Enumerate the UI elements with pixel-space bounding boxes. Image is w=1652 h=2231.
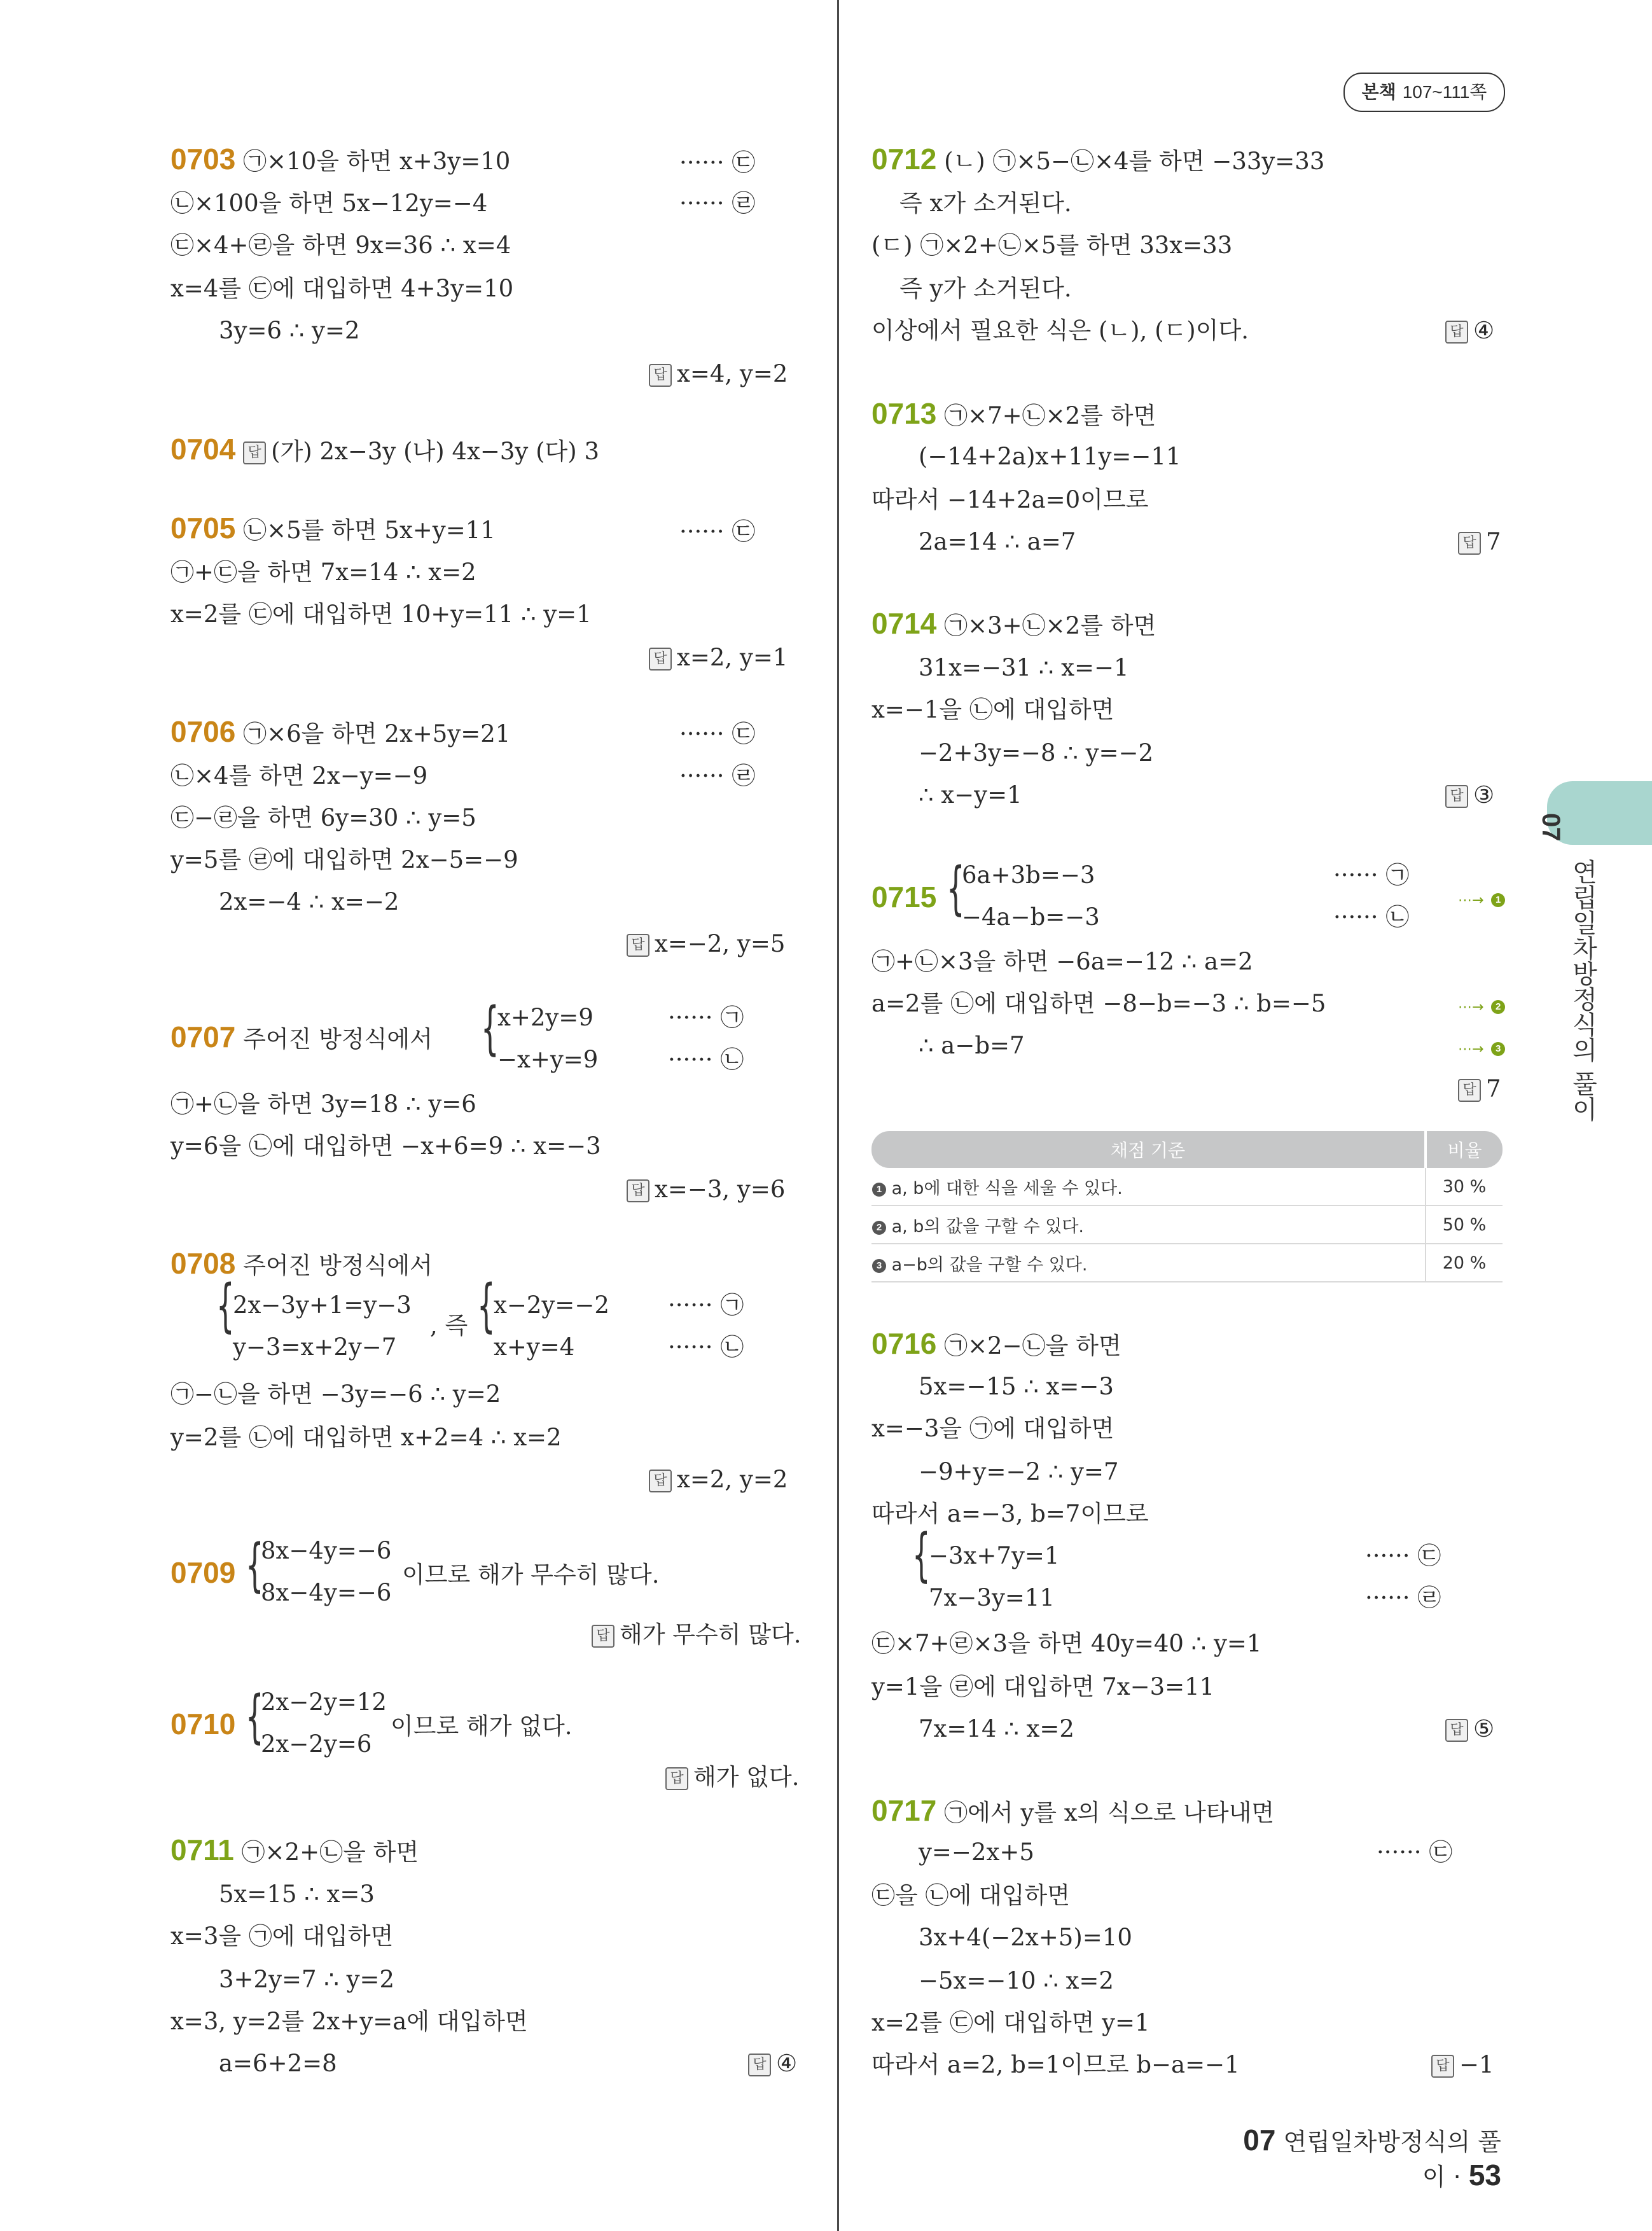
answer-text: ⑤ — [1473, 1715, 1495, 1742]
answer-0716 — [1445, 1714, 1494, 1744]
problem-0711-line2: 5x=15 ∴ x=3 — [219, 1880, 375, 1908]
problem-0706-line5: 2x=−4 ∴ x=−2 — [219, 888, 399, 915]
text: 주어진 방정식에서 — [243, 1252, 433, 1279]
answer-icon: 답 — [649, 364, 672, 387]
grading-header-criteria: 채점 기준 — [871, 1131, 1426, 1168]
answer-text: ④ — [1473, 317, 1495, 344]
answer-icon: 답 — [627, 934, 649, 957]
step-number: 2 — [1491, 1000, 1505, 1014]
problem-number: 0708 — [170, 1247, 236, 1280]
tag: ······ ㉢ — [679, 518, 756, 545]
problem-0717-line4: 3x+4(−2x+5)=10 — [919, 1924, 1132, 1951]
step-number: 3 — [872, 1259, 886, 1273]
problem-0715-num — [871, 882, 936, 915]
problem-0711-line5: x=3, y=2를 2x+y=a에 대입하면 — [170, 2008, 528, 2035]
answer-0711 — [748, 2048, 797, 2079]
eq: −3x+7y=1 — [929, 1542, 1060, 1569]
tag: ······ ㉡ — [668, 1333, 744, 1361]
problem-0716-line6: ㉢×7+㉣×3을 하면 40y=40 ∴ y=1 — [871, 1630, 1262, 1657]
problem-0713-line1 — [871, 398, 1156, 431]
page-range: 107~111쪽 — [1402, 82, 1487, 102]
problem-0715-line1: ㉠+㉡×3을 하면 −6a=−12 ∴ a=2 — [871, 948, 1253, 975]
answer-text: −1 — [1459, 2051, 1494, 2078]
step-number: 1 — [1491, 893, 1505, 907]
problem-number: 0704 — [170, 433, 236, 466]
problem-0716-line4: −9+y=−2 ∴ y=7 — [919, 1458, 1119, 1485]
step-number: 3 — [1491, 1042, 1505, 1056]
eq: 6a+3b=−3 — [962, 861, 1095, 889]
brace: { — [246, 1532, 264, 1599]
eq: y−3=x+2y−7 — [233, 1333, 397, 1361]
problem-number: 0717 — [871, 1794, 937, 1827]
rate-cell: 20 % — [1426, 1244, 1503, 1282]
answer-text: 7 — [1486, 528, 1501, 555]
answer-icon: 답 — [1445, 321, 1468, 344]
eq: x+2y=9 — [497, 1004, 593, 1031]
eq: 2x−2y=12 — [261, 1688, 387, 1716]
problem-0714-line3: x=−1을 ㉡에 대입하면 — [871, 696, 1114, 723]
page-number: 53 — [1468, 2158, 1501, 2192]
answer-text: 7 — [1486, 1075, 1501, 1102]
criteria-text: a, b에 대한 식을 세울 수 있다. — [891, 1178, 1123, 1199]
text: ㉠에서 y를 x의 식으로 나타내면 — [944, 1799, 1275, 1826]
problem-0706-line1 — [170, 716, 510, 749]
tag: ······ ㉢ — [1365, 1542, 1441, 1569]
answer-text: x=4, y=2 — [677, 360, 788, 387]
rate-cell: 50 % — [1426, 1206, 1503, 1244]
problem-number: 0710 — [170, 1707, 236, 1741]
problem-0706-line3: ㉢−㉣을 하면 6y=30 ∴ y=5 — [170, 804, 476, 831]
answer-icon: 답 — [748, 2054, 771, 2076]
problem-0713-line4: 2a=14 ∴ a=7 — [919, 528, 1076, 555]
problem-0711-line3: x=3을 ㉠에 대입하면 — [170, 1922, 394, 1950]
problem-0709-num — [170, 1557, 235, 1590]
problem-0716-line5: 따라서 a=−3, b=7이므로 — [871, 1500, 1149, 1527]
eq: 8x−4y=−6 — [261, 1579, 392, 1606]
footer-chapter-title: 연립일차방정식의 풀이 — [1283, 2128, 1501, 2191]
answer-text: x=−2, y=5 — [655, 930, 786, 957]
step-marker-2: ⋯→ 2 — [1458, 989, 1505, 1023]
tag: ······ ㉠ — [1333, 861, 1410, 889]
problem-0714-line2: 31x=−31 ∴ x=−1 — [919, 654, 1129, 681]
answer-0717 — [1431, 2050, 1494, 2080]
step-number: 1 — [872, 1183, 886, 1197]
problem-0717-line1 — [871, 1795, 1274, 1828]
answer-0709 — [592, 1620, 801, 1650]
tag: ······ ㉣ — [679, 762, 756, 789]
problem-0708-intro — [170, 1248, 433, 1281]
brace: { — [912, 1522, 931, 1588]
answer-icon: 답 — [627, 1179, 649, 1202]
problem-0705-line1 — [170, 513, 496, 546]
problem-0703-line5: 3y=6 ∴ y=2 — [219, 317, 360, 344]
problem-number: 0712 — [871, 142, 937, 176]
problem-0711-line4: 3+2y=7 ∴ y=2 — [219, 1966, 395, 1993]
problem-0712-line5: 이상에서 필요한 식은 (ㄴ), (ㄷ)이다. — [871, 317, 1249, 344]
problem-0717-line7: 따라서 a=2, b=1이므로 b−a=−1 — [871, 2051, 1240, 2078]
problem-0717-line2: y=−2x+5 — [919, 1838, 1034, 1866]
text: ㉠×7+㉡×2를 하면 — [944, 402, 1156, 429]
problem-0706-line2: ㉡×4를 하면 2x−y=−9 — [170, 762, 428, 789]
answer-0713 — [1458, 527, 1501, 557]
problem-number: 0707 — [170, 1020, 236, 1053]
problem-0715-line3: ∴ a−b=7 — [919, 1032, 1025, 1059]
eq: 2x−3y+1=y−3 — [233, 1291, 412, 1319]
problem-number: 0714 — [871, 607, 937, 640]
problem-number: 0711 — [170, 1833, 234, 1866]
problem-0712-line3: (ㄷ) ㉠×2+㉡×5를 하면 33x=33 — [871, 232, 1233, 259]
table-row — [871, 1168, 1503, 1206]
problem-0715-line2: a=2를 ㉡에 대입하면 −8−b=−3 ∴ b=−5 — [871, 990, 1326, 1017]
column-divider — [837, 0, 839, 2231]
answer-text: (가) 2x−3y (나) 4x−3y (다) 3 — [271, 438, 599, 465]
brace: { — [246, 1683, 264, 1750]
problem-number: 0709 — [170, 1556, 236, 1589]
problem-0711-line6: a=6+2=8 — [219, 2050, 337, 2077]
problem-0716-line2: 5x=−15 ∴ x=−3 — [919, 1373, 1114, 1400]
problem-0717-line6: x=2를 ㉢에 대입하면 y=1 — [871, 2009, 1150, 2036]
problem-number: 0713 — [871, 397, 937, 430]
problem-0703-line3: ㉢×4+㉣을 하면 9x=36 ∴ x=4 — [170, 232, 511, 259]
answer-icon: 답 — [592, 1625, 614, 1648]
tag: ······ ㉢ — [679, 720, 756, 747]
rate-cell: 30 % — [1426, 1168, 1503, 1206]
book-label: 본책 — [1361, 82, 1396, 102]
problem-0707-intro — [170, 1022, 433, 1055]
problem-0705-line2: ㉠+㉢을 하면 7x=14 ∴ x=2 — [170, 559, 476, 586]
answer-text: 해가 무수히 많다. — [620, 1621, 802, 1648]
problem-0704 — [170, 434, 599, 467]
problem-0703-line1 — [170, 144, 510, 177]
answer-icon: 답 — [1458, 1079, 1481, 1102]
footer-chapter-number: 07 — [1243, 2123, 1276, 2157]
tag: ······ ㉡ — [1333, 903, 1410, 931]
brace: { — [947, 855, 965, 922]
problem-0712-line2: 즉 x가 소거된다. — [899, 190, 1072, 217]
eq: x+y=4 — [494, 1333, 575, 1361]
problem-0716-line3: x=−3을 ㉠에 대입하면 — [871, 1415, 1114, 1442]
step-number: 2 — [872, 1221, 886, 1235]
problem-0707-line2: y=6을 ㉡에 대입하면 −x+6=9 ∴ x=−3 — [170, 1132, 601, 1160]
step-marker-1: ⋯→ 1 — [1458, 882, 1505, 916]
problem-0707-line1: ㉠+㉡을 하면 3y=18 ∴ y=6 — [170, 1090, 476, 1118]
sep: , 즉 — [430, 1312, 468, 1339]
text: 이므로 해가 무수히 많다. — [402, 1561, 660, 1588]
tag: ······ ㉢ — [679, 149, 756, 176]
problem-0711-line1 — [170, 1835, 419, 1868]
eq: 2x−2y=6 — [261, 1730, 372, 1758]
tag: ······ ㉠ — [668, 1004, 744, 1031]
criteria-text: a−b의 값을 구할 수 있다. — [891, 1255, 1088, 1275]
answer-icon: 답 — [1445, 785, 1468, 808]
problem-0713-line3: 따라서 −14+2a=0이므로 — [871, 486, 1149, 513]
problem-0714-line4: −2+3y=−8 ∴ y=−2 — [919, 739, 1154, 767]
text: ㉠×10을 하면 x+3y=10 — [243, 148, 511, 175]
answer-icon: 답 — [1431, 2055, 1454, 2078]
answer-text: 해가 없다. — [693, 1763, 800, 1791]
problem-0708-line1: ㉠−㉡을 하면 −3y=−6 ∴ y=2 — [170, 1380, 501, 1408]
text: ㉠×3+㉡×2를 하면 — [944, 612, 1156, 639]
problem-number: 0715 — [871, 880, 937, 914]
grading-criteria-cell — [871, 1168, 1426, 1206]
tag: ······ ㉠ — [668, 1291, 744, 1319]
problem-0717-line5: −5x=−10 ∴ x=2 — [919, 1967, 1114, 1994]
text: 이므로 해가 없다. — [391, 1713, 573, 1740]
answer-0703 — [649, 359, 788, 389]
problem-0712-line1 — [871, 144, 1324, 177]
tag: ······ ㉡ — [668, 1046, 744, 1073]
answer-0712 — [1445, 316, 1494, 346]
eq: 7x−3y=11 — [929, 1584, 1055, 1611]
answer-0705 — [649, 643, 788, 673]
answer-0706 — [627, 929, 785, 959]
eq: 8x−4y=−6 — [261, 1537, 392, 1564]
answer-0708 — [649, 1464, 788, 1495]
table-row — [871, 1244, 1503, 1282]
answer-icon: 답 — [1445, 1719, 1468, 1742]
criteria-text: a, b의 값을 구할 수 있다. — [891, 1216, 1085, 1237]
tag: ······ ㉣ — [1365, 1584, 1441, 1611]
answer-icon: 답 — [1458, 532, 1481, 555]
text: ㉠×2−㉡을 하면 — [944, 1332, 1121, 1359]
problem-0716-line8: 7x=14 ∴ x=2 — [919, 1715, 1074, 1742]
chapter-tab-number: 07 — [1537, 813, 1565, 842]
tag: ······ ㉣ — [679, 190, 756, 217]
problem-0714-line5: ∴ x−y=1 — [919, 781, 1022, 809]
answer-0707 — [627, 1174, 785, 1205]
grading-criteria-cell — [871, 1206, 1426, 1244]
eq: −4a−b=−3 — [962, 903, 1100, 931]
text: ㉡×5를 하면 5x+y=11 — [243, 517, 496, 544]
answer-icon: 답 — [665, 1767, 688, 1790]
problem-0717-line3: ㉢을 ㉡에 대입하면 — [871, 1882, 1070, 1909]
problem-0703-line4: x=4를 ㉢에 대입하면 4+3y=10 — [170, 275, 514, 302]
answer-0715 — [1458, 1074, 1501, 1104]
problem-number: 0705 — [170, 511, 236, 545]
answer-icon: 답 — [649, 648, 672, 671]
problem-number: 0706 — [170, 715, 236, 748]
answer-text: ④ — [776, 2050, 798, 2077]
problem-0705-line3: x=2를 ㉢에 대입하면 10+y=11 ∴ y=1 — [170, 601, 592, 628]
grading-criteria-cell — [871, 1244, 1426, 1282]
problem-number: 0703 — [170, 142, 236, 176]
problem-0714-line1 — [871, 608, 1156, 641]
answer-text: x=2, y=1 — [677, 644, 788, 671]
text: ㉠×2+㉡을 하면 — [241, 1838, 419, 1866]
grading-table — [871, 1131, 1503, 1282]
tag: ······ ㉢ — [1377, 1838, 1453, 1866]
grading-header-rate: 비율 — [1426, 1131, 1503, 1168]
chapter-side-tab — [1537, 781, 1652, 845]
brace: { — [477, 1272, 496, 1339]
chapter-side-title: 연립일차방정식의 풀이 — [1568, 859, 1597, 1122]
answer-0714 — [1445, 780, 1494, 810]
page-footer: 07 연립일차방정식의 풀이 · 53 — [1243, 2123, 1501, 2192]
answer-icon: 답 — [649, 1470, 672, 1492]
brace: { — [216, 1272, 235, 1339]
brace: { — [481, 995, 499, 1062]
eq: −x+y=9 — [497, 1046, 599, 1073]
problem-0706-line4: y=5를 ㉣에 대입하면 2x−5=−9 — [170, 846, 518, 873]
problem-0703-line2: ㉡×100을 하면 5x−12y=−4 — [170, 190, 488, 217]
answer-text: x=−3, y=6 — [655, 1176, 786, 1203]
answer-icon: 답 — [243, 441, 266, 464]
problem-0716-line7: y=1을 ㉣에 대입하면 7x−3=11 — [871, 1673, 1215, 1700]
answer-0710 — [665, 1762, 800, 1793]
problem-0710-num — [170, 1709, 235, 1742]
text: (ㄴ) ㉠×5−㉡×4를 하면 −33y=33 — [944, 148, 1325, 175]
problem-0712-line4: 즉 y가 소거된다. — [899, 275, 1072, 302]
problem-0713-line2: (−14+2a)x+11y=−11 — [919, 443, 1181, 470]
problem-number: 0716 — [871, 1327, 937, 1360]
problem-0716-line1 — [871, 1328, 1121, 1361]
step-marker-3: ⋯→ 3 — [1458, 1031, 1505, 1065]
problem-0708-line2: y=2를 ㉡에 대입하면 x+2=4 ∴ x=2 — [170, 1424, 562, 1451]
text: ㉠×6을 하면 2x+5y=21 — [243, 720, 511, 747]
eq: x−2y=−2 — [494, 1291, 609, 1319]
table-row — [871, 1206, 1503, 1244]
answer-text: ③ — [1473, 781, 1495, 809]
text: 주어진 방정식에서 — [243, 1025, 433, 1053]
answer-text: x=2, y=2 — [677, 1466, 788, 1493]
page-range-tag — [1343, 73, 1505, 112]
